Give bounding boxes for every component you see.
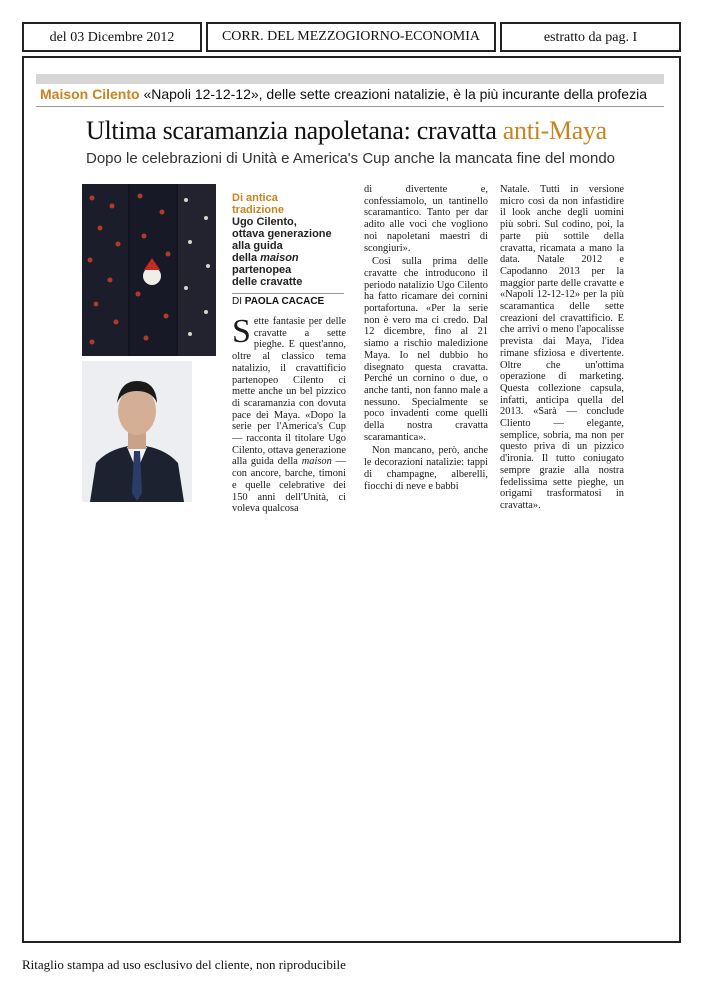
- kicker-brand: Maison Cilento: [40, 86, 140, 102]
- kicker-text: «Napoli 12-12-12», delle sette creazioni natalizie, è la più incurante della profezia: [139, 86, 647, 102]
- header-date: del 03 Dicembre 2012: [49, 30, 175, 45]
- article-paragraph: [232, 313, 346, 515]
- kicker-line: [40, 86, 647, 102]
- article-paragraph: di divertente e, confessiamolo, un tantinello scaramantico. Tanto per dar adito alle voci che vogliono noi napoletani maestri di scongiuri».: [364, 184, 488, 254]
- caption-line-4: [232, 252, 342, 264]
- byline-author: PAOLA CACACE: [244, 296, 325, 307]
- photo-caption: [232, 192, 342, 288]
- header-page-ref: estratto da pag. I: [543, 30, 638, 45]
- drop-cap: S: [232, 313, 251, 350]
- article-column-2: [364, 184, 488, 494]
- caption-line-1: Ugo Cilento,: [232, 216, 297, 228]
- subheadline: Dopo le celebrazioni di Unità e America's Cup anche la mancata fine del mondo: [86, 150, 615, 167]
- article-text: ette fantasie per delle cravatte a sette pieghe. E quest'anno, oltre al classico tema natalizio, il cravattificio partenopeo Cilento ci mette anche un bel pizzico di scaramanzia con dovuta pace dei Maya. «Dopo la serie per l'America's Cup — racconta il titolare Ugo Cilento, ottava generazione alla guida della: [232, 316, 346, 468]
- ties-photo: [82, 184, 216, 356]
- headline: [86, 116, 607, 146]
- byline-prefix: DI: [232, 296, 245, 307]
- kicker: [36, 72, 664, 108]
- article-paragraph: Non mancano, però, anche le decorazioni natalizie: tappi di champagne, alberelli, fiocchi di neve e babbi: [364, 445, 488, 492]
- headline-main: Ultima scaramanzia napoletana: cravatta: [86, 116, 503, 145]
- portrait-photo: [82, 361, 192, 502]
- article-text-em: maison: [301, 456, 332, 468]
- caption-line-6: delle cravatte: [232, 276, 303, 288]
- byline: [232, 293, 344, 307]
- caption-line-4-em: maison: [260, 252, 299, 264]
- kicker-rule: [36, 106, 664, 107]
- header-publication: CORR. DEL MEZZOGIORNO-ECONOMIA: [221, 29, 481, 44]
- header-date-box: [22, 22, 202, 52]
- article-column-1: [232, 313, 346, 517]
- article-paragraph: Così sulla prima delle cravatte che introducono il periodo natalizio Ugo Cilento ha fatto ricamare dei cornini portafortuna. «Per la serie non è vero ma ci credo. Dal 12 dicembre, fino al 21 siamo a rischio maledizione Maya. Io nel dubbio ho disegnato questa cravatta. Perché un cornino o due, o anche tanti, non fanno male a nessuno. Specialmente se poco invadenti come quelli della nostra cravatta scaramantica».: [364, 256, 488, 443]
- article-text: — con ancore, barche, timoni e quelle celebrative dei 150 anni dell'Unità, ci voleva qualcosa: [232, 456, 346, 515]
- headline-accent: anti-Maya: [502, 116, 607, 145]
- caption-line-5: partenopea: [232, 264, 292, 276]
- caption-line-3: alla guida: [232, 240, 283, 252]
- caption-line-2: ottava generazione: [232, 228, 332, 240]
- caption-title-1: Di antica: [232, 192, 278, 204]
- caption-title-2: tradizione: [232, 204, 284, 216]
- caption-line-4-pre: della: [232, 252, 261, 264]
- article-paragraph: Natale. Tutti in versione micro così da non infastidire il look anche degli uomini più sobri. Sul codino, poi, la parte più sottile della cravatta, ricamata a mano la data. Natale 2012 e Capodanno 2013 per la maggior parte delle cravatte e «Napoli 12-12-12» per la più scaramantica delle sette creazioni del cravattificio. E che arrivi o meno l'apocalisse prevista dai Maya, l'idea rimane sfiziosa e divertente. Oltre che un'ottima operazione di marketing. Questa collezione capsula, infatti, anticipa quella del 2013. «Sarà — conclude Cliento — elegante, semplice, sobria, ma non per questo priva di un pizzico d'ironia. Il tutto coniugato sempre grazie alla nostra fedelissima sette pieghe, un origami trasformatosi in cravatta».: [500, 184, 624, 511]
- ties-illustration: [82, 184, 216, 356]
- portrait-illustration: [82, 361, 192, 502]
- footer-disclaimer: Ritaglio stampa ad uso esclusivo del cliente, non riproducibile: [22, 957, 346, 972]
- article-column-3: [500, 184, 624, 514]
- header-page-box: [500, 22, 681, 52]
- kicker-bar: [36, 74, 664, 84]
- header-publication-box: [206, 22, 496, 52]
